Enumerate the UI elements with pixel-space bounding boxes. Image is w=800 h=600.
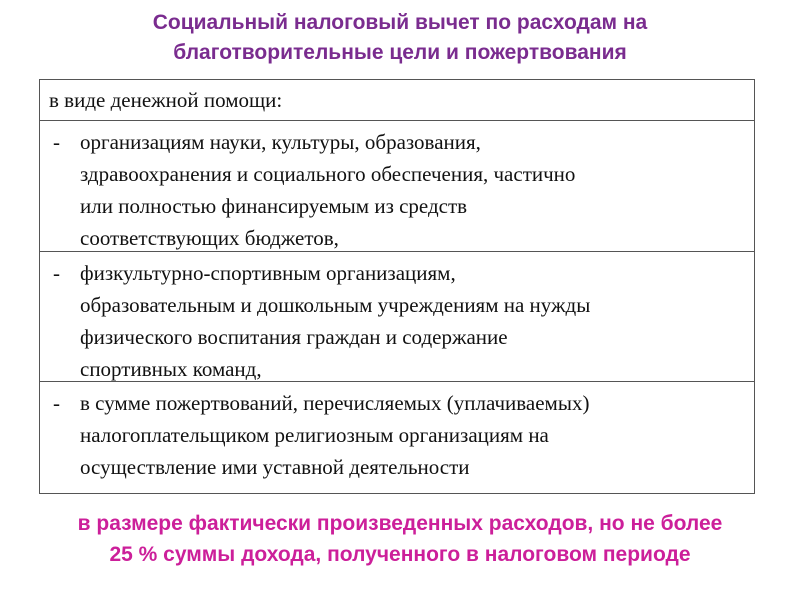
list-item-text	[80, 257, 744, 385]
list-item-line: в сумме пожертвований, перечисляемых (уплачиваемых)	[80, 391, 590, 415]
list-item-line: соответствующих бюджетов,	[80, 226, 339, 250]
list-item-line: физического воспитания граждан и содержание	[80, 325, 508, 349]
limit-note-line-1: в размере фактически произведенных расходов, но не более	[77, 512, 723, 535]
list-item-line: организациям науки, культуры, образования,	[80, 130, 481, 154]
limit-note	[0, 508, 800, 570]
list-item-line: осуществление ими уставной деятельности	[80, 455, 470, 479]
deduction-table	[39, 79, 755, 494]
list-item-line: физкультурно-спортивным организациям,	[80, 261, 456, 285]
list-item-line: налогоплательщиком религиозным организациям на	[80, 423, 549, 447]
list-dash: -	[53, 130, 60, 154]
slide-title-line-1: Социальный налоговый вычет по расходам на	[152, 11, 648, 34]
table-row	[40, 382, 754, 492]
table-header-row	[40, 80, 754, 121]
table-row	[40, 252, 754, 382]
list-item-line: спортивных команд,	[80, 357, 262, 381]
table-header-text: в виде денежной помощи:	[49, 88, 283, 112]
list-dash: -	[53, 261, 60, 285]
list-dash: -	[53, 391, 60, 415]
list-item-text	[80, 387, 744, 483]
list-item-line: здравоохранения и социального обеспечения, частично	[80, 162, 576, 186]
slide-title-line-2: благотворительные цели и пожертвования	[173, 41, 627, 64]
slide-title	[0, 8, 800, 68]
list-item-line: или полностью финансируемым из средств	[80, 194, 468, 218]
list-item-line: образовательным и дошкольным учреждениям на нужды	[80, 293, 591, 317]
limit-note-line-2: 25 % суммы дохода, полученного в налоговом периоде	[109, 543, 691, 566]
table-row	[40, 121, 754, 252]
list-item-text	[80, 126, 744, 254]
